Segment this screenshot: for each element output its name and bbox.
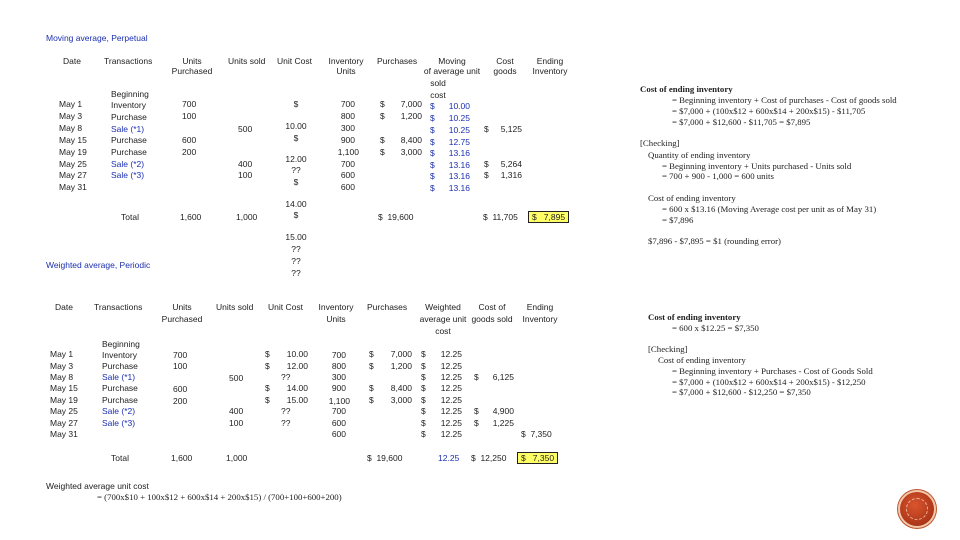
perp-unit-cost: 15.00	[285, 232, 307, 242]
perp-note-line: = Beginning inventory + Cost of purchases - Cost of goods sold	[672, 95, 897, 105]
per-date: May 15	[50, 383, 78, 393]
perp-header-cost: cost	[430, 90, 446, 100]
per-total-ending: $ 7,350	[517, 452, 558, 464]
per-unit-cost: 14.00	[286, 383, 308, 393]
per-header-weighted: Weighted average unit cost	[419, 302, 467, 336]
perp-transaction: Purchase	[111, 147, 147, 157]
perp-moving-avg-sign: $	[430, 125, 435, 135]
per-units-sold: 500	[229, 373, 244, 383]
perp-total-units-sold: 1,000	[236, 212, 258, 222]
perp-cogs-amount: 5,264	[500, 159, 522, 169]
per-note-line: = 600 x $12.25 = $7,350	[672, 323, 759, 333]
perp-date: May 15	[59, 135, 87, 145]
perp-note-line: = $7,000 + $12,600 - $11,705 = $7,895	[672, 117, 811, 127]
perp-purchase-sign: $	[380, 135, 385, 145]
per-total-label: Total	[111, 453, 129, 463]
perp-unit-cost: 14.00	[285, 199, 307, 209]
per-date: May 8	[50, 372, 74, 382]
perp-note-rounding: $7,896 - $7,895 = $1 (rounding error)	[648, 236, 781, 246]
perp-transaction: Sale (*3)	[111, 170, 145, 180]
per-purchase-sign: $	[369, 383, 374, 393]
seal-logo-icon	[898, 490, 936, 528]
per-weighted-sign: $	[421, 395, 426, 405]
perp-header-inventory-units: Inventory Units	[328, 56, 364, 76]
perp-moving-avg-sign: $	[430, 137, 435, 147]
perp-moving-avg: 10.25	[448, 125, 470, 135]
per-units-sold: 100	[229, 418, 244, 428]
per-unit-cost: 10.00	[286, 349, 308, 359]
per-inventory-units: 900	[331, 383, 346, 393]
per-weighted: 12.25	[440, 372, 462, 382]
perp-inventory-units: 600	[340, 170, 355, 180]
perp-header-purchases: Purchases	[377, 56, 418, 66]
per-cogs-amount: 1,225	[492, 418, 514, 428]
per-transaction: Beginning	[102, 339, 140, 349]
perp-cogs-sign: $	[484, 124, 489, 134]
per-purchase-amount: 1,200	[390, 361, 412, 371]
perp-moving-avg: 10.25	[448, 113, 470, 123]
per-weighted-sign: $	[421, 418, 426, 428]
perp-transaction: Inventory	[111, 100, 146, 110]
perp-moving-avg-sign: $	[430, 101, 435, 111]
perp-header-cogs: Cost goods	[493, 56, 517, 76]
perp-moving-avg-sign: $	[430, 148, 435, 158]
perp-unit-cost: ??	[291, 268, 301, 278]
per-purchase-sign: $	[369, 349, 374, 359]
per-unit-cost: 15.00	[286, 395, 308, 405]
perp-transaction: Purchase	[111, 112, 147, 122]
per-transaction: Purchase	[102, 383, 138, 393]
perp-purchase-sign: $	[380, 147, 385, 157]
perp-header-sold: sold	[430, 78, 446, 88]
per-transaction: Sale (*3)	[102, 418, 136, 428]
per-date: May 19	[50, 395, 78, 405]
per-formula-label: Weighted average unit cost	[46, 481, 149, 491]
perp-header-units-purchased: Units Purchased	[171, 56, 213, 76]
perp-cogs-amount: 1,316	[500, 170, 522, 180]
per-cogs-amount: 4,900	[492, 406, 514, 416]
per-inventory-units: 600	[331, 429, 346, 439]
per-note-line: = $7,000 + $12,600 - $12,250 = $7,350	[672, 387, 811, 397]
perp-inventory-units: 700	[340, 159, 355, 169]
per-weighted: 12.25	[440, 418, 462, 428]
per-weighted-sign: $	[421, 429, 426, 439]
perp-moving-avg: 13.16	[448, 148, 470, 158]
per-date: May 25	[50, 406, 78, 416]
per-note-line: Cost of ending inventory	[658, 355, 746, 365]
perp-date: May 1	[59, 99, 83, 109]
per-total-units-sold: 1,000	[226, 453, 248, 463]
per-header-date: Date	[55, 302, 73, 312]
per-header-cogs: Cost of goods sold	[471, 302, 513, 324]
per-transaction: Sale (*1)	[102, 372, 136, 382]
perp-transaction: Beginning	[111, 89, 149, 99]
perp-transaction: Sale (*1)	[111, 124, 145, 134]
per-formula-expr: = (700x$10 + 100x$12 + 600x$14 + 200x$15) / (700+100+600+200)	[97, 492, 342, 502]
perp-moving-avg-sign: $	[430, 160, 435, 170]
perp-date: May 19	[59, 147, 87, 157]
perp-header-moving-avg: Moving of average unit	[423, 56, 481, 76]
per-note-checking: [Checking]	[648, 344, 688, 354]
per-purchase-sign: $	[369, 361, 374, 371]
perp-moving-avg: 13.16	[448, 160, 470, 170]
perp-moving-avg: 13.16	[448, 183, 470, 193]
perp-date: May 31	[59, 182, 87, 192]
perp-unit-cost: $	[293, 99, 299, 109]
per-cogs-amount: 6,125	[492, 372, 514, 382]
per-purchase-amount: 7,000	[390, 349, 412, 359]
per-unit-cost: ??	[281, 406, 291, 416]
perp-units-purchased: 100	[182, 111, 197, 121]
per-header-units-sold: Units sold	[216, 302, 254, 312]
perp-moving-avg: 13.16	[448, 171, 470, 181]
per-weighted: 12.25	[440, 429, 462, 439]
per-unit-cost-sign: $	[265, 395, 270, 405]
perp-date: May 25	[59, 159, 87, 169]
per-units-purchased: 200	[173, 396, 188, 406]
per-weighted-sign: $	[421, 349, 426, 359]
perp-note-line: Cost of ending inventory	[648, 193, 736, 203]
per-total-weighted: 12.25	[438, 453, 460, 463]
perp-unit-cost: ??	[291, 256, 301, 266]
perp-inventory-units: 900	[340, 135, 355, 145]
per-cogs-sign: $	[474, 406, 479, 416]
per-header-transactions: Transactions	[94, 302, 143, 312]
per-transaction: Purchase	[102, 395, 138, 405]
per-weighted-sign: $	[421, 383, 426, 393]
per-header-units-purchased: Units Purchased	[161, 302, 203, 324]
per-unit-cost-sign: $	[265, 361, 270, 371]
per-purchase-sign: $	[369, 395, 374, 405]
perp-unit-cost: 12.00	[285, 154, 307, 164]
per-units-purchased: 700	[173, 350, 188, 360]
per-weighted-sign: $	[421, 406, 426, 416]
perp-unit-cost: $	[293, 133, 299, 143]
perp-note-line: = 700 + 900 - 1,000 = 600 units	[662, 171, 774, 181]
perp-purchase-amount: 3,000	[400, 147, 422, 157]
perp-date: May 27	[59, 170, 87, 180]
perp-unit-cost: $	[293, 210, 299, 220]
perp-moving-avg: 12.75	[448, 137, 470, 147]
periodic-title: Weighted average, Periodic	[46, 260, 151, 270]
perp-inventory-units: 300	[340, 123, 355, 133]
perp-unit-cost: $	[293, 177, 299, 187]
perp-header-ending-inventory: Ending Inventory	[532, 56, 568, 76]
perp-moving-avg: 10.00	[448, 101, 470, 111]
perp-cogs-sign: $	[484, 159, 489, 169]
per-unit-cost: 12.00	[286, 361, 308, 371]
per-inventory-units: 700	[331, 406, 346, 416]
per-header-inventory-units: Inventory Units	[318, 302, 354, 324]
per-inventory-units: 600	[331, 418, 346, 428]
per-weighted: 12.25	[440, 349, 462, 359]
per-total-units-purchased: 1,600	[171, 453, 193, 463]
perp-header-units-sold: Units sold	[228, 56, 266, 66]
per-date: May 1	[50, 349, 74, 359]
per-weighted: 12.25	[440, 383, 462, 393]
per-weighted: 12.25	[440, 406, 462, 416]
per-purchase-amount: 3,000	[390, 395, 412, 405]
perp-note-line: = Beginning inventory + Units purchased - Units sold	[662, 161, 852, 171]
perp-unit-cost: ??	[291, 165, 301, 175]
per-units-purchased: 100	[173, 361, 188, 371]
perp-cogs-amount: 5,125	[500, 124, 522, 134]
perp-moving-avg-sign: $	[430, 113, 435, 123]
perp-date: May 8	[59, 123, 83, 133]
perp-inventory-units: 700	[340, 99, 355, 109]
perp-inventory-units: 800	[340, 111, 355, 121]
perp-moving-avg-sign: $	[430, 183, 435, 193]
per-note-line: = $7,000 + (100x$12 + 600x$14 + 200x$15) - $12,250	[672, 377, 866, 387]
perp-unit-cost: ??	[291, 244, 301, 254]
perpetual-title: Moving average, Perpetual	[46, 33, 148, 43]
perp-transaction: Sale (*2)	[111, 159, 145, 169]
perp-units-purchased: 700	[182, 99, 197, 109]
per-total-cogs: $ 12,250	[471, 453, 507, 463]
perp-moving-avg-sign: $	[430, 171, 435, 181]
perp-note-line: = $7,896	[662, 215, 694, 225]
per-weighted: 12.25	[440, 395, 462, 405]
per-inventory-units: 700	[331, 350, 346, 360]
perp-units-sold: 100	[238, 170, 253, 180]
per-weighted-sign: $	[421, 372, 426, 382]
per-header-ending-inventory: Ending Inventory	[522, 302, 558, 324]
per-transaction: Purchase	[102, 361, 138, 371]
per-purchase-amount: 8,400	[390, 383, 412, 393]
perp-total-purchases: $ 19,600	[378, 212, 414, 222]
perp-unit-cost: 10.00	[285, 121, 307, 131]
perp-units-purchased: 200	[182, 147, 197, 157]
per-unit-cost-sign: $	[265, 383, 270, 393]
perp-purchase-sign: $	[380, 99, 385, 109]
per-date: May 3	[50, 361, 74, 371]
per-unit-cost-sign: $	[265, 349, 270, 359]
per-header-unit-cost: Unit Cost	[268, 302, 303, 312]
per-weighted: 12.25	[440, 361, 462, 371]
perp-note-line: = $7,000 + (100x$12 + 600x$14 + 200x$15) - $11,705	[672, 106, 866, 116]
perp-total-units-purchased: 1,600	[180, 212, 202, 222]
perp-header-transactions: Transactions	[104, 56, 153, 66]
perp-note-line: = 600 x $13.16 (Moving Average cost per unit as of May 31)	[662, 204, 877, 214]
per-date: May 27	[50, 418, 78, 428]
perp-purchase-amount: 1,200	[400, 111, 422, 121]
per-total-purchases: $ 19,600	[367, 453, 403, 463]
per-header-purchases: Purchases	[367, 302, 408, 312]
perp-total-label: Total	[121, 212, 139, 222]
perp-purchase-sign: $	[380, 111, 385, 121]
perp-header-unit-cost: Unit Cost	[277, 56, 312, 66]
perp-units-sold: 500	[238, 124, 253, 134]
per-unit-cost: ??	[281, 418, 291, 428]
per-unit-cost: ??	[281, 372, 291, 382]
per-units-sold: 400	[229, 406, 244, 416]
perp-total-ending: $ 7,895	[528, 211, 569, 223]
per-transaction: Inventory	[102, 350, 137, 360]
per-cogs-sign: $	[474, 418, 479, 428]
perp-inventory-units: 600	[340, 182, 355, 192]
per-inventory-units: 300	[331, 372, 346, 382]
per-units-purchased: 600	[173, 384, 188, 394]
per-cogs-sign: $	[474, 372, 479, 382]
per-transaction: Sale (*2)	[102, 406, 136, 416]
perp-total-cogs: $ 11,705	[483, 212, 518, 222]
per-weighted-sign: $	[421, 361, 426, 371]
per-date: May 31	[50, 429, 78, 439]
per-note-line: = Beginning inventory + Purchases - Cost of Goods Sold	[672, 366, 873, 376]
perp-header-date: Date	[63, 56, 81, 66]
perp-units-sold: 400	[238, 159, 253, 169]
per-inventory-units: 1,100	[328, 396, 350, 406]
perp-note-heading: Cost of ending inventory	[640, 84, 733, 94]
perp-date: May 3	[59, 111, 83, 121]
perp-inventory-units: 1,100	[337, 147, 359, 157]
perp-purchase-amount: 7,000	[400, 99, 422, 109]
perp-note-line: Quantity of ending inventory	[648, 150, 751, 160]
perp-units-purchased: 600	[182, 135, 197, 145]
perp-note-checking: [Checking]	[640, 138, 680, 148]
perp-cogs-sign: $	[484, 170, 489, 180]
per-ending-row: $ 7,350	[521, 429, 552, 439]
per-note-heading: Cost of ending inventory	[648, 312, 741, 322]
per-inventory-units: 800	[331, 361, 346, 371]
perp-purchase-amount: 8,400	[400, 135, 422, 145]
perp-transaction: Purchase	[111, 135, 147, 145]
